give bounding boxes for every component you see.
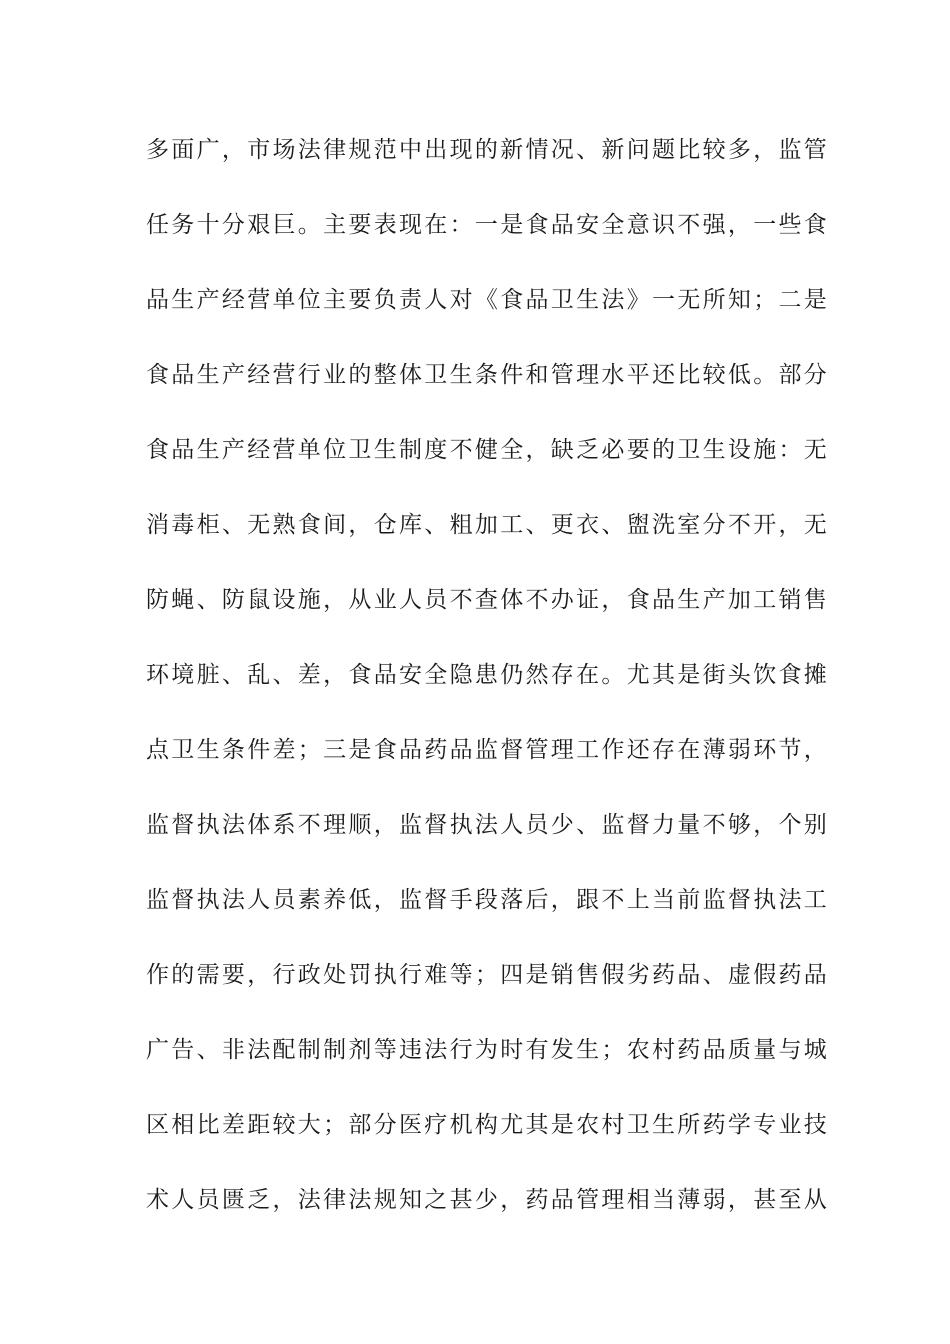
text-line: 区相比差距较大；部分医疗机构尤其是农村卫生所药学专业技: [146, 1112, 830, 1138]
text-line: 监督执法体系不理顺，监督执法人员少、监督力量不够，个别: [146, 812, 830, 838]
text-line: 防蝇、防鼠设施，从业人员不查体不办证，食品生产加工销售: [146, 587, 830, 613]
text-line: 食品生产经营单位卫生制度不健全，缺乏必要的卫生设施：无: [146, 437, 830, 463]
text-line: 作的需要，行政处罚执行难等；四是销售假劣药品、虚假药品: [146, 962, 830, 988]
text-line: 消毒柜、无熟食间，仓库、粗加工、更衣、盥洗室分不开，无: [146, 512, 830, 538]
text-line: 任务十分艰巨。主要表现在：一是食品安全意识不强，一些食: [146, 212, 830, 238]
text-line: 广告、非法配制制剂等违法行为时有发生；农村药品质量与城: [146, 1037, 830, 1063]
text-line: 点卫生条件差；三是食品药品监督管理工作还存在薄弱环节，: [146, 737, 830, 763]
text-line: 食品生产经营行业的整体卫生条件和管理水平还比较低。部分: [146, 362, 830, 388]
text-line: 品生产经营单位主要负责人对《食品卫生法》一无所知；二是: [146, 287, 830, 313]
text-line: 环境脏、乱、差，食品安全隐患仍然存在。尤其是街头饮食摊: [146, 662, 830, 688]
text-line: 监督执法人员素养低，监督手段落后，跟不上当前监督执法工: [146, 887, 830, 913]
body-text: [146, 128, 830, 1253]
text-line: 多面广，市场法律规范中出现的新情况、新问题比较多，监管: [146, 137, 830, 163]
text-line: 术人员匮乏，法律法规知之甚少，药品管理相当薄弱，甚至从: [146, 1187, 830, 1213]
